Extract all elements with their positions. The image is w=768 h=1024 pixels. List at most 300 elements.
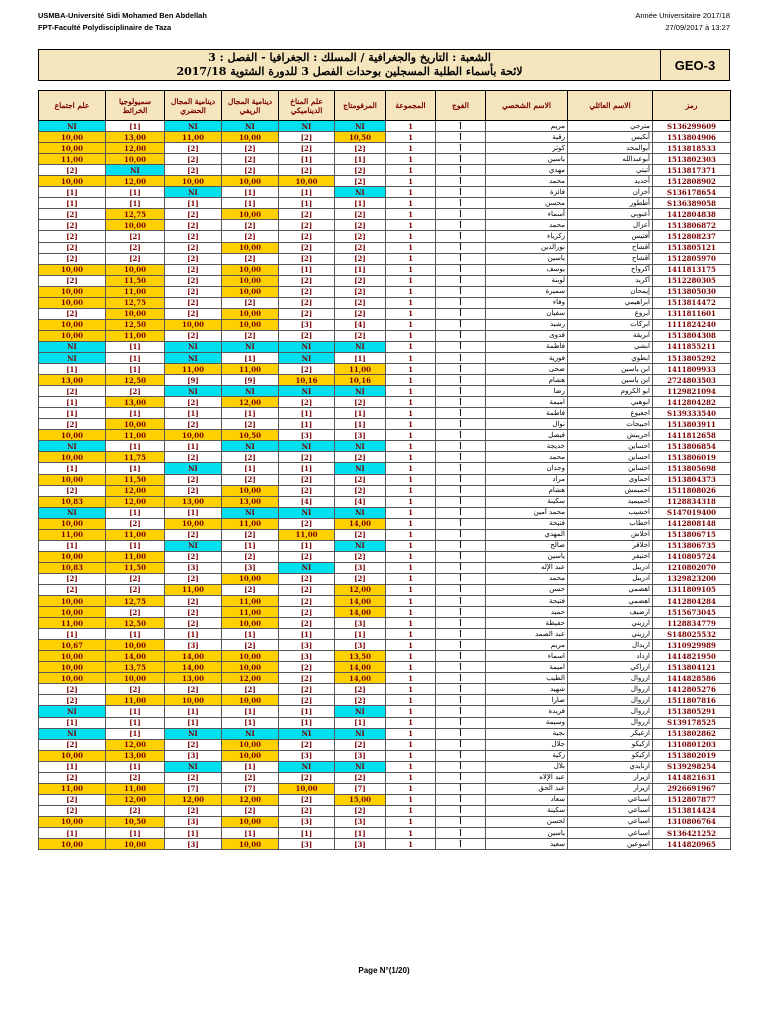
group-cell: 1	[386, 651, 436, 662]
section-cell: أ	[436, 496, 486, 507]
grade-cell: [7]	[222, 783, 279, 794]
grade-cell: 11,00	[165, 364, 222, 375]
group-cell: 1	[386, 618, 436, 629]
name-cell: وفاء	[486, 297, 568, 308]
grade-cell: NI	[222, 121, 279, 132]
grade-cell: 10,00	[39, 474, 106, 485]
table-body	[39, 121, 731, 850]
group-cell: 1	[386, 297, 436, 308]
code-cell: 1310929989	[653, 640, 731, 651]
name-cell: لوبنة	[486, 275, 568, 286]
table-row	[39, 562, 731, 573]
grade-cell: [2]	[279, 132, 335, 143]
section-cell: أ	[436, 297, 486, 308]
grade-cell: NI	[39, 121, 106, 132]
grade-cell: 10,00	[39, 607, 106, 618]
name-cell: محمد	[486, 452, 568, 463]
section-cell: أ	[436, 518, 486, 529]
table-row	[39, 750, 731, 761]
name-cell: رقية	[486, 132, 568, 143]
grade-cell: [2]	[165, 154, 222, 165]
table-row	[39, 485, 731, 496]
grade-cell: 12,00	[106, 143, 165, 154]
grade-cell: 10,00	[39, 596, 106, 607]
code-cell: 1513804906	[653, 132, 731, 143]
grade-cell: [2]	[165, 596, 222, 607]
name-cell: هشام	[486, 375, 568, 386]
code-cell: S147019400	[653, 507, 731, 518]
name-cell: ضحى	[486, 364, 568, 375]
name-cell: أعزال	[568, 220, 653, 231]
code-cell: S139333540	[653, 408, 731, 419]
code-cell: 1310801203	[653, 739, 731, 750]
grade-cell: 12,00	[106, 176, 165, 187]
grade-cell: 10,16	[335, 375, 386, 386]
grade-cell: [2]	[335, 286, 386, 297]
code-cell: 1513818533	[653, 143, 731, 154]
code-cell: 1513804373	[653, 474, 731, 485]
name-cell: اسوعين	[568, 839, 653, 850]
section-cell: أ	[436, 187, 486, 198]
grade-cell: NI	[165, 187, 222, 198]
grade-cell: NI	[165, 386, 222, 397]
grade-cell: 10,50	[222, 430, 279, 441]
grade-cell: [9]	[165, 375, 222, 386]
name-cell: ياسين	[486, 828, 568, 839]
grade-cell: NI	[335, 728, 386, 739]
name-cell: محمد	[486, 573, 568, 584]
name-cell: فوزية	[486, 352, 568, 363]
grade-cell: [2]	[335, 308, 386, 319]
grade-cell: 11,50	[106, 474, 165, 485]
grade-cell: NI	[165, 463, 222, 474]
grade-cell: NI	[222, 507, 279, 518]
section-cell: أ	[436, 684, 486, 695]
table-row	[39, 253, 731, 264]
grade-cell: [2]	[165, 397, 222, 408]
title-line-2: لائحة بأسماء الطلبة المسجلين بوحدات الفصل 3 للدورة الشتوية 2017/18	[176, 65, 523, 78]
grade-cell: [1]	[106, 121, 165, 132]
name-cell: رشيد	[486, 319, 568, 330]
grade-cell: [2]	[106, 242, 165, 253]
grade-cell: 14,00	[335, 673, 386, 684]
grade-cell: [1]	[39, 187, 106, 198]
code-cell: 1513804121	[653, 662, 731, 673]
name-cell: سعيد	[486, 839, 568, 850]
grade-cell: 10,00	[39, 143, 106, 154]
grade-cell: NI	[335, 386, 386, 397]
grade-cell: 14,00	[106, 651, 165, 662]
grade-cell: [2]	[335, 176, 386, 187]
grade-cell: 10,00	[222, 132, 279, 143]
grade-cell: 10,50	[335, 132, 386, 143]
name-cell: ازروال	[568, 673, 653, 684]
name-cell: ازداد	[568, 651, 653, 662]
name-cell: محمد	[486, 220, 568, 231]
name-cell: يوسف	[486, 264, 568, 275]
section-cell: أ	[436, 540, 486, 551]
name-cell: اسباعي	[568, 828, 653, 839]
code-cell: 1512807877	[653, 794, 731, 805]
name-cell: وسيمة	[486, 717, 568, 728]
grade-cell: NI	[335, 341, 386, 352]
table-row	[39, 264, 731, 275]
name-cell: محسن	[486, 198, 568, 209]
code-cell: 2724803503	[653, 375, 731, 386]
code-cell: 1410805724	[653, 551, 731, 562]
code-cell: 1311811601	[653, 308, 731, 319]
name-cell: فائزة	[486, 187, 568, 198]
grade-cell: [2]	[165, 485, 222, 496]
grade-cell: 10,00	[39, 297, 106, 308]
group-cell: 1	[386, 419, 436, 430]
section-cell: أ	[436, 275, 486, 286]
grade-cell: 13,75	[106, 662, 165, 673]
grade-cell: [2]	[279, 695, 335, 706]
table-row	[39, 430, 731, 441]
group-cell: 1	[386, 242, 436, 253]
table-row	[39, 518, 731, 529]
section-cell: أ	[436, 673, 486, 684]
grade-cell: 10,00	[39, 551, 106, 562]
name-cell: نجية	[486, 728, 568, 739]
grade-cell: [2]	[279, 684, 335, 695]
code-cell: 1513814472	[653, 297, 731, 308]
grade-cell: [2]	[335, 739, 386, 750]
group-cell: 1	[386, 132, 436, 143]
grade-cell: [2]	[165, 242, 222, 253]
grade-cell: [2]	[165, 739, 222, 750]
name-cell: الطيب	[486, 673, 568, 684]
grade-cell: 10,00	[39, 518, 106, 529]
name-cell: ازكيكو	[568, 750, 653, 761]
grade-cell: [2]	[222, 297, 279, 308]
group-cell: 1	[386, 253, 436, 264]
code-cell: 1414821631	[653, 772, 731, 783]
grade-cell: [3]	[335, 816, 386, 827]
table-row	[39, 772, 731, 783]
grade-cell: [2]	[106, 772, 165, 783]
table-row	[39, 386, 731, 397]
code-cell: 1512280305	[653, 275, 731, 286]
university-name: USMBA-Université Sidi Mohamed Ben Abdellah	[38, 11, 207, 20]
group-cell: 1	[386, 308, 436, 319]
grade-cell: [2]	[335, 529, 386, 540]
name-cell: كوثر	[486, 143, 568, 154]
table-row	[39, 308, 731, 319]
name-cell: ابركات	[568, 319, 653, 330]
name-cell: زكرياء	[486, 231, 568, 242]
section-cell: أ	[436, 618, 486, 629]
name-cell: احماوي	[568, 474, 653, 485]
name-cell: أبكيس	[568, 132, 653, 143]
grade-cell: 12,75	[106, 297, 165, 308]
grade-cell: [1]	[279, 828, 335, 839]
table-row	[39, 297, 731, 308]
section-cell: أ	[436, 584, 486, 595]
grade-cell: 12,00	[222, 673, 279, 684]
grade-cell: 10,00	[39, 132, 106, 143]
grade-cell: [2]	[279, 551, 335, 562]
section-cell: أ	[436, 341, 486, 352]
grade-cell: [2]	[279, 143, 335, 154]
grade-cell: 10,00	[222, 573, 279, 584]
section-cell: أ	[436, 662, 486, 673]
grade-cell: [2]	[335, 684, 386, 695]
grade-cell: [2]	[165, 474, 222, 485]
table-row	[39, 397, 731, 408]
grade-cell: [2]	[279, 485, 335, 496]
grade-cell: 10,00	[106, 673, 165, 684]
table-row	[39, 651, 731, 662]
grade-cell: [1]	[279, 264, 335, 275]
table-row	[39, 375, 731, 386]
grade-cell: [2]	[222, 143, 279, 154]
grade-cell: [2]	[165, 231, 222, 242]
code-cell: 1513805698	[653, 463, 731, 474]
grade-cell: [1]	[335, 629, 386, 640]
name-cell: محمد أمين	[486, 507, 568, 518]
section-cell: أ	[436, 562, 486, 573]
code-cell: 1513806872	[653, 220, 731, 231]
group-cell: 1	[386, 143, 436, 154]
code-cell: 1129821094	[653, 386, 731, 397]
name-cell: عبد الإلاه	[486, 772, 568, 783]
name-cell: ازعيكر	[568, 728, 653, 739]
name-cell: اسماء	[486, 651, 568, 662]
grade-cell: [1]	[279, 187, 335, 198]
name-cell: سفيان	[486, 308, 568, 319]
grade-cell: NI	[335, 706, 386, 717]
grade-cell: 12,00	[335, 584, 386, 595]
section-cell: أ	[436, 330, 486, 341]
table-row	[39, 828, 731, 839]
grade-cell: [1]	[222, 828, 279, 839]
grade-cell: [2]	[335, 573, 386, 584]
grade-cell: [2]	[165, 805, 222, 816]
grade-cell: [2]	[165, 573, 222, 584]
section-cell: أ	[436, 474, 486, 485]
grade-cell: [1]	[279, 154, 335, 165]
grade-cell: 12,75	[106, 596, 165, 607]
grade-cell: 10,00	[222, 176, 279, 187]
group-cell: 1	[386, 154, 436, 165]
grade-cell: 10,00	[39, 430, 106, 441]
grade-cell: [2]	[165, 419, 222, 430]
code-cell: 1511807816	[653, 695, 731, 706]
grade-cell: [3]	[222, 562, 279, 573]
grade-cell: NI	[165, 761, 222, 772]
name-cell: ابروع	[568, 308, 653, 319]
grade-cell: 11,00	[106, 783, 165, 794]
name-cell: ادريبل	[568, 562, 653, 573]
group-cell: 1	[386, 629, 436, 640]
name-cell: رضا	[486, 386, 568, 397]
grade-cell: [2]	[39, 308, 106, 319]
code-cell: S136299609	[653, 121, 731, 132]
group-cell: 1	[386, 584, 436, 595]
grade-cell: [2]	[39, 220, 106, 231]
section-cell: أ	[436, 319, 486, 330]
grade-cell: 11,50	[106, 275, 165, 286]
name-cell: مريم	[486, 640, 568, 651]
name-cell: ازروال	[568, 717, 653, 728]
group-cell: 1	[386, 264, 436, 275]
column-header: المجموعة	[386, 91, 436, 121]
grade-cell: [1]	[335, 198, 386, 209]
name-cell: ازروال	[568, 684, 653, 695]
name-cell: المهدي	[486, 529, 568, 540]
name-cell: ازراكي	[568, 662, 653, 673]
grade-cell: [1]	[335, 717, 386, 728]
section-cell: أ	[436, 165, 486, 176]
grade-cell: [2]	[279, 364, 335, 375]
grade-cell: 11,00	[279, 529, 335, 540]
grade-cell: [2]	[222, 529, 279, 540]
column-header: علم اجتماع	[39, 91, 106, 121]
grade-cell: [1]	[39, 629, 106, 640]
section-cell: أ	[436, 286, 486, 297]
grade-cell: 10,00	[165, 518, 222, 529]
grade-cell: [2]	[279, 242, 335, 253]
grade-cell: 12,00	[165, 794, 222, 805]
code-cell: 1513805030	[653, 286, 731, 297]
table-row	[39, 143, 731, 154]
table-row	[39, 474, 731, 485]
code-cell: 1512808902	[653, 176, 731, 187]
group-cell: 1	[386, 441, 436, 452]
column-header: علم المناخ الديناميكي	[279, 91, 335, 121]
code-cell: 1412804282	[653, 397, 731, 408]
grade-cell: [2]	[222, 640, 279, 651]
grade-cell: 10,00	[279, 176, 335, 187]
code-cell: S136421252	[653, 828, 731, 839]
grade-cell: [2]	[106, 805, 165, 816]
grade-cell: [2]	[222, 474, 279, 485]
table-row	[39, 607, 731, 618]
grade-cell: [1]	[39, 364, 106, 375]
name-cell: محمد	[486, 176, 568, 187]
grade-cell: [2]	[279, 253, 335, 264]
grade-cell: 13,00	[106, 750, 165, 761]
group-cell: 1	[386, 496, 436, 507]
table-row	[39, 463, 731, 474]
table-row	[39, 165, 731, 176]
grade-cell: [1]	[106, 187, 165, 198]
code-cell: 1128834318	[653, 496, 731, 507]
group-cell: 1	[386, 275, 436, 286]
grade-cell: [4]	[335, 496, 386, 507]
grade-cell: [1]	[106, 408, 165, 419]
grade-cell: [2]	[165, 452, 222, 463]
section-cell: أ	[436, 485, 486, 496]
grade-cell: [2]	[165, 143, 222, 154]
grade-cell: 13,00	[165, 673, 222, 684]
name-cell: أعبوبي	[568, 209, 653, 220]
table-row	[39, 662, 731, 673]
grade-cell: NI	[279, 562, 335, 573]
grade-cell: [2]	[335, 220, 386, 231]
grade-cell: [2]	[279, 596, 335, 607]
name-cell: مريم	[486, 121, 568, 132]
grade-cell: [3]	[165, 562, 222, 573]
grade-cell: 10,00	[39, 319, 106, 330]
table-row	[39, 584, 731, 595]
grade-cell: [1]	[222, 187, 279, 198]
table-row	[39, 341, 731, 352]
section-cell: أ	[436, 839, 486, 850]
code-cell: 1513806735	[653, 540, 731, 551]
section-cell: أ	[436, 805, 486, 816]
grade-cell: [1]	[106, 198, 165, 209]
grade-cell: 12,00	[222, 794, 279, 805]
grade-cell: [2]	[39, 253, 106, 264]
group-cell: 1	[386, 596, 436, 607]
group-cell: 1	[386, 728, 436, 739]
grade-cell: 10,00	[39, 651, 106, 662]
grade-cell: [2]	[165, 297, 222, 308]
group-cell: 1	[386, 198, 436, 209]
grade-cell: [1]	[165, 828, 222, 839]
grade-cell: [2]	[106, 253, 165, 264]
section-cell: أ	[436, 430, 486, 441]
name-cell: اميمة	[486, 662, 568, 673]
grade-cell: NI	[106, 165, 165, 176]
grade-cell: [2]	[39, 772, 106, 783]
name-cell: اسباعي	[568, 794, 653, 805]
grade-cell: [2]	[165, 772, 222, 783]
grade-cell: NI	[279, 341, 335, 352]
grade-cell: [2]	[222, 220, 279, 231]
group-cell: 1	[386, 430, 436, 441]
grade-cell: [2]	[222, 154, 279, 165]
grade-cell: 11,00	[39, 783, 106, 794]
grade-cell: 10,00	[165, 695, 222, 706]
grade-cell: [2]	[335, 474, 386, 485]
grade-cell: 10,00	[165, 319, 222, 330]
table-row	[39, 121, 731, 132]
grade-cell: [1]	[39, 540, 106, 551]
section-cell: أ	[436, 231, 486, 242]
grade-cell: [1]	[279, 717, 335, 728]
name-cell: سميرة	[486, 286, 568, 297]
grade-cell: 11,00	[335, 364, 386, 375]
column-header: دينامية المجال الريفي	[222, 91, 279, 121]
grade-cell: [2]	[165, 264, 222, 275]
group-cell: 1	[386, 772, 436, 783]
group-cell: 1	[386, 463, 436, 474]
name-cell: فريدة	[486, 706, 568, 717]
name-cell: اريدال	[568, 640, 653, 651]
grade-cell: [1]	[39, 463, 106, 474]
group-cell: 1	[386, 706, 436, 717]
section-cell: أ	[436, 397, 486, 408]
grade-cell: [2]	[335, 330, 386, 341]
grade-cell: [1]	[335, 352, 386, 363]
name-cell: مترجي	[568, 121, 653, 132]
grade-cell: 10,00	[39, 662, 106, 673]
grade-cell: 12,00	[106, 485, 165, 496]
grade-cell: [1]	[335, 828, 386, 839]
grade-cell: [1]	[335, 264, 386, 275]
grade-cell: 12,50	[106, 319, 165, 330]
group-cell: 1	[386, 673, 436, 684]
grade-cell: 10,00	[39, 816, 106, 827]
section-cell: أ	[436, 728, 486, 739]
grade-cell: [2]	[335, 695, 386, 706]
grade-cell: [2]	[106, 518, 165, 529]
section-cell: أ	[436, 253, 486, 264]
